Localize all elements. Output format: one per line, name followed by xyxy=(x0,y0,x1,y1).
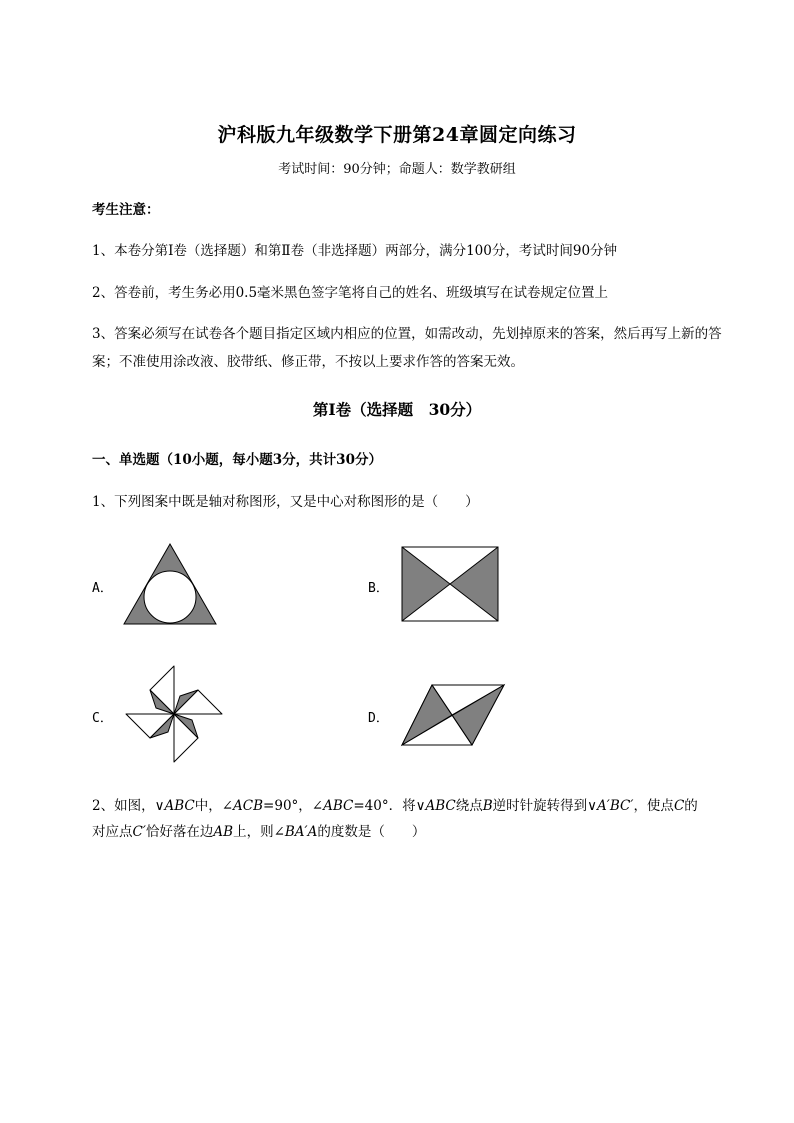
triangle-abc: ∨ABC xyxy=(154,798,195,814)
note-item-2: 2、答卷前，考生务必用0.5毫米黑色签字笔将自己的姓名、班级填写在试卷规定位置上 xyxy=(92,285,609,301)
triangle-abc: ∨ABC xyxy=(415,798,456,814)
q2-text: 2、如图， xyxy=(92,798,155,814)
q2-text: 的 xyxy=(684,798,698,814)
q2-text: 上，则 xyxy=(233,824,274,840)
q2-text: =40°．将 xyxy=(353,798,416,814)
inscribed-circle xyxy=(144,571,196,623)
page-title: 沪科版九年级数学下册第24章圆定向练习 xyxy=(217,124,577,146)
part-heading: 一、单选题（10小题，每小题3分，共计30分） xyxy=(92,452,382,468)
q2-text: 逆时针旋转得到 xyxy=(492,798,588,814)
note-item-1: 1、本卷分第I卷（选择题）和第Ⅱ卷（非选择题）两部分，满分100分，考试时间90分钟 xyxy=(92,243,618,259)
option-a-label[interactable]: A． xyxy=(92,581,113,596)
point-c-prime: C′ xyxy=(132,824,146,840)
option-a-figure xyxy=(120,540,220,628)
notes-heading: 考生注意： xyxy=(92,202,160,218)
question-2-line-2 xyxy=(92,818,742,846)
angle-acb: ∠ACB xyxy=(221,798,264,814)
q2-text: 中， xyxy=(194,798,222,814)
angle-abc: ∠ABC xyxy=(311,798,354,814)
angle-ba-prime-a: ∠BA′A xyxy=(273,824,318,840)
q2-text: 恰好落在边 xyxy=(145,824,214,840)
q2-text: 对应点 xyxy=(92,824,133,840)
option-c-figure xyxy=(124,664,224,764)
note-item-3: 3、答案必须写在试卷各个题目指定区域内相应的位置，如需改动，先划掉原来的答案，然后再写上新的答案；不准使用涂改液、胶带纸、修正带，不按以上要求作答的答案无效。 xyxy=(92,326,722,370)
q2-text: 绕点 xyxy=(455,798,483,814)
option-b-label[interactable]: B． xyxy=(368,581,389,596)
question-1-stem: 1、下列图案中既是轴对称图形，又是中心对称图形的是（ ） xyxy=(92,494,479,510)
option-d-figure xyxy=(400,683,506,747)
q2-text: 的度数是（ ） xyxy=(317,824,426,840)
point-b: B xyxy=(482,798,493,814)
exam-info: 考试时间：90分钟；命题人：数学教研组 xyxy=(278,162,516,177)
side-ab: AB xyxy=(213,824,234,840)
q2-text: ，使点 xyxy=(633,798,674,814)
q2-text: =90°， xyxy=(263,798,312,814)
option-c-label[interactable]: C． xyxy=(92,711,113,726)
option-d-label[interactable]: D． xyxy=(368,711,389,726)
question-2-line-1 xyxy=(92,792,752,820)
triangle-a-prime-b-c-prime: ∨A′BC′ xyxy=(587,798,634,814)
option-b-figure xyxy=(400,545,500,623)
point-c: C xyxy=(673,798,685,814)
section-title: 第I卷（选择题 30分） xyxy=(312,400,482,419)
